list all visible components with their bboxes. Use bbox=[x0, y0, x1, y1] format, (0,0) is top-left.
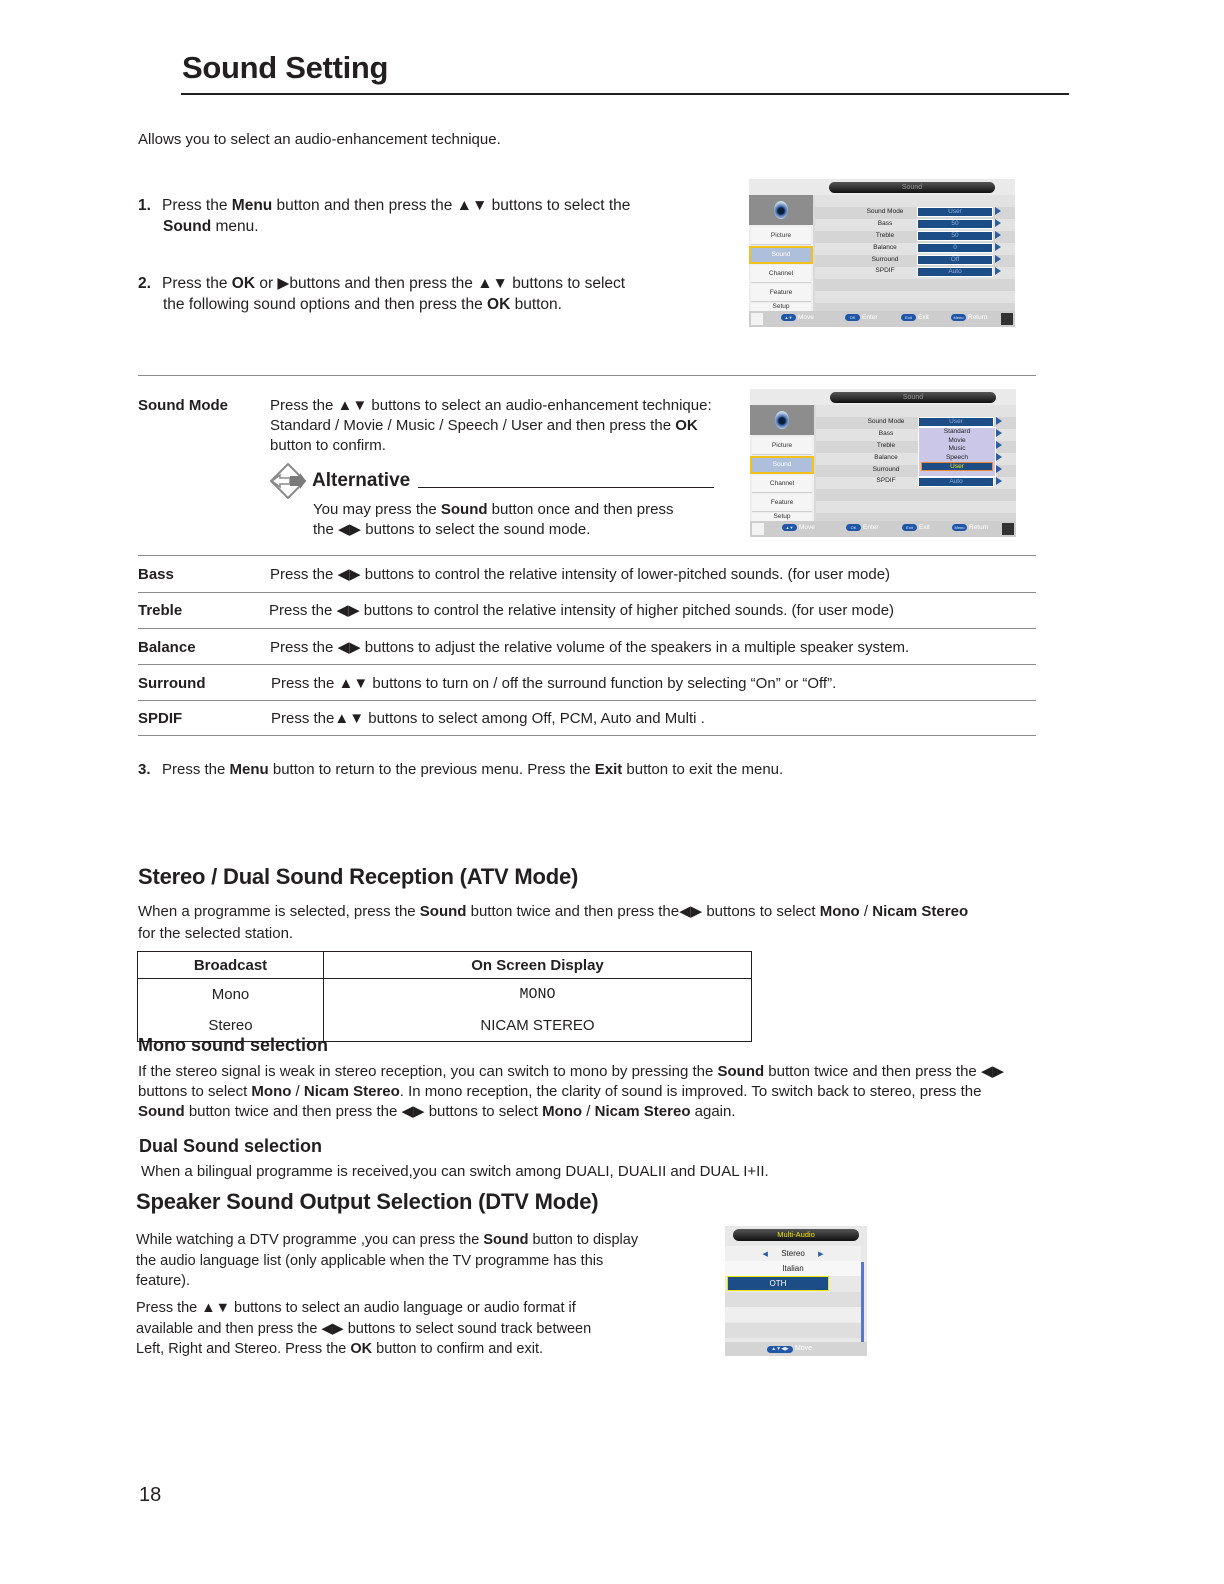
option-desc-surround: Press the ▲▼ buttons to turn on / off the surround function by selecting “On” or “Off”. bbox=[271, 675, 837, 692]
osd-title: Multi-Audio bbox=[733, 1229, 859, 1241]
step-2 bbox=[138, 273, 698, 315]
step-number: 3. bbox=[138, 761, 151, 778]
hint-return bbox=[952, 524, 989, 531]
ok-keyword: OK bbox=[487, 296, 511, 313]
option-desc-balance: Press the ◀▶ buttons to adjust the relative volume of the speakers in a multiple speaker system. bbox=[270, 639, 910, 656]
mono-keyword: Mono bbox=[819, 903, 860, 920]
table-cell: NICAM STEREO bbox=[324, 1010, 752, 1042]
text: Press the ▲▼ buttons to select an audio language or audio format if bbox=[136, 1300, 576, 1316]
stereo-paragraph bbox=[138, 902, 1038, 944]
arrow-right-icon bbox=[995, 267, 1001, 275]
text: the ◀▶ buttons to select the sound mode. bbox=[313, 521, 591, 538]
option-label-bass: Bass bbox=[138, 566, 174, 583]
osd-main bbox=[815, 195, 1015, 311]
hint-move bbox=[767, 1345, 812, 1353]
key-icon: OK bbox=[845, 314, 860, 321]
speaker-icon bbox=[775, 411, 789, 429]
text: / bbox=[582, 1103, 595, 1120]
menu-keyword: Menu bbox=[231, 197, 273, 214]
alternative-arrow-icon bbox=[268, 463, 308, 499]
alternative-rule bbox=[418, 487, 714, 488]
audio-track-selector[interactable] bbox=[725, 1246, 861, 1261]
osd-row-label: Balance bbox=[874, 454, 898, 461]
osd-sidebar-item-picture[interactable]: Picture bbox=[751, 227, 811, 245]
osd-row-label: SPDIF bbox=[876, 477, 896, 484]
divider bbox=[138, 664, 1036, 665]
osd-row-value[interactable]: User bbox=[918, 417, 994, 427]
mono-keyword: Mono bbox=[542, 1103, 583, 1120]
osd-row-label: SPDIF bbox=[875, 267, 895, 274]
nicam-keyword: Nicam Stereo bbox=[303, 1083, 400, 1100]
osd-row-label: Treble bbox=[875, 232, 895, 239]
arrow-right-icon bbox=[996, 477, 1002, 485]
osd-row-value[interactable]: 50 bbox=[917, 219, 993, 229]
divider bbox=[138, 592, 1036, 593]
alternative-title: Alternative bbox=[312, 470, 411, 491]
osd-corner bbox=[1002, 523, 1014, 535]
speaker-icon bbox=[774, 201, 788, 219]
osd-corner bbox=[1001, 313, 1013, 325]
osd-sidebar-item-setup[interactable]: Setup bbox=[752, 513, 812, 521]
text: / bbox=[859, 903, 873, 920]
hint-label: Exit bbox=[918, 314, 929, 322]
osd-row-label: Sound Mode bbox=[867, 418, 905, 425]
sound-keyword: Sound bbox=[138, 1103, 185, 1120]
empty-row bbox=[725, 1292, 861, 1307]
nicam-keyword: Nicam Stereo bbox=[594, 1103, 691, 1120]
text: / bbox=[291, 1083, 304, 1100]
osd-sidebar-item-setup[interactable]: Setup bbox=[751, 303, 811, 311]
mono-keyword: Mono bbox=[251, 1083, 292, 1100]
osd-sidebar-item-feature[interactable]: Feature bbox=[752, 494, 812, 512]
osd-row-label: Treble bbox=[876, 442, 896, 449]
text: for the selected station. bbox=[138, 925, 294, 942]
osd-row-label: Bass bbox=[878, 430, 894, 437]
key-icon: Menu bbox=[952, 524, 967, 531]
text: button once and then press bbox=[487, 501, 674, 518]
sound-keyword: Sound bbox=[717, 1063, 765, 1080]
osd-title: Sound bbox=[830, 392, 996, 403]
arrow-right-icon bbox=[996, 429, 1002, 437]
speaker-paragraph-2 bbox=[136, 1298, 716, 1360]
text: Standard / Movie / Music / Speech / User and then press the bbox=[270, 417, 676, 434]
arrow-right-icon bbox=[996, 441, 1002, 449]
text: button. bbox=[510, 296, 562, 313]
text: Press the bbox=[162, 275, 232, 292]
key-icon: ▲▼ bbox=[781, 314, 796, 321]
sound-keyword: Sound bbox=[483, 1232, 529, 1248]
text: the following sound options and then press the bbox=[163, 296, 488, 313]
divider bbox=[138, 628, 1036, 629]
table-header: On Screen Display bbox=[324, 952, 752, 979]
text: the audio language list (only applicable when the TV programme has this bbox=[136, 1252, 604, 1269]
text: You may press the bbox=[313, 501, 441, 518]
hint-enter bbox=[846, 524, 879, 531]
text: button to display bbox=[528, 1232, 639, 1248]
osd-title: Sound bbox=[829, 182, 995, 193]
text: Press the bbox=[162, 197, 232, 214]
osd-icon-box bbox=[749, 195, 813, 225]
key-icon: Menu bbox=[951, 314, 966, 321]
key-icon: Exit bbox=[901, 314, 916, 321]
ok-keyword: OK bbox=[675, 417, 698, 434]
arrow-right-icon bbox=[996, 453, 1002, 461]
arrow-right-icon bbox=[995, 255, 1001, 263]
osd-sidebar-item-picture[interactable]: Picture bbox=[752, 437, 812, 455]
table-cell: MONO bbox=[324, 979, 752, 1011]
nicam-keyword: Nicam Stereo bbox=[872, 903, 969, 920]
title-rule bbox=[181, 93, 1069, 95]
hint-move bbox=[782, 524, 815, 531]
osd-multi-audio bbox=[725, 1226, 867, 1356]
page-title: Sound Setting bbox=[182, 50, 389, 85]
text: Press the ▲▼ buttons to select an audio-enhancement technique: bbox=[270, 397, 712, 414]
hint-label: Move bbox=[794, 1345, 813, 1352]
text: When a programme is selected, press the bbox=[138, 903, 420, 920]
osd-row-value[interactable]: Auto bbox=[918, 477, 994, 487]
hint-label: Enter bbox=[862, 314, 878, 322]
option-label-balance: Balance bbox=[138, 639, 196, 656]
text: button twice and then press the ◀▶ buttons to select bbox=[184, 1103, 543, 1120]
step-3 bbox=[138, 759, 783, 780]
osd-sidebar-item-channel[interactable]: Channel bbox=[752, 475, 812, 493]
divider bbox=[138, 375, 1036, 376]
table-row bbox=[138, 979, 752, 1011]
hint-label: Move bbox=[799, 524, 815, 532]
osd-corner bbox=[752, 523, 764, 535]
text: available and then press the ◀▶ buttons to select sound track between bbox=[136, 1320, 592, 1337]
sound-mode-dropdown[interactable] bbox=[918, 427, 996, 477]
dropdown-option[interactable]: Speech bbox=[945, 453, 969, 461]
option-label-spdif: SPDIF bbox=[138, 710, 183, 727]
empty-row bbox=[725, 1307, 861, 1322]
stereo-heading: Stereo / Dual Sound Reception (ATV Mode) bbox=[138, 864, 579, 889]
page-number: 18 bbox=[139, 1484, 162, 1506]
hint-return bbox=[951, 314, 988, 321]
osd-row-label: Sound Mode bbox=[866, 208, 904, 215]
divider bbox=[138, 700, 1036, 701]
text: . In mono reception, the clarity of sound is improved. To switch back to stereo, press the bbox=[399, 1083, 982, 1100]
osd-row-label: Bass bbox=[877, 220, 893, 227]
osd-row-value[interactable]: User bbox=[917, 207, 993, 217]
option-desc-spdif: Press the▲▼ buttons to select among Off, PCM, Auto and Multi . bbox=[271, 710, 705, 727]
audio-language-item-selected[interactable]: OTH bbox=[727, 1276, 829, 1291]
osd-sidebar bbox=[750, 405, 814, 521]
text: again. bbox=[690, 1103, 736, 1120]
hint-label: Return bbox=[969, 524, 989, 532]
arrow-right-icon bbox=[995, 207, 1001, 215]
osd-sound-menu bbox=[749, 179, 1015, 327]
dual-paragraph: When a bilingual programme is received,you can switch among DUALI, DUALII and DUAL I+II. bbox=[141, 1163, 769, 1180]
mono-paragraph bbox=[138, 1062, 1068, 1122]
speaker-paragraph-1 bbox=[136, 1230, 716, 1292]
text: Press the bbox=[162, 761, 230, 778]
hint-label: Enter bbox=[863, 524, 879, 532]
dropdown-option-selected[interactable]: User bbox=[921, 462, 993, 471]
text: If the stereo signal is weak in stereo reception, you can switch to mono by pressing the bbox=[138, 1063, 718, 1080]
key-icon: OK bbox=[846, 524, 861, 531]
osd-sidebar bbox=[749, 195, 813, 311]
arrow-right-icon bbox=[996, 417, 1002, 425]
dropdown-option[interactable]: Music bbox=[948, 445, 966, 453]
scrollbar[interactable] bbox=[861, 1262, 864, 1342]
option-desc-treble: Press the ◀▶ buttons to control the relative intensity of higher pitched sounds. (for user mode) bbox=[269, 602, 895, 619]
mono-heading: Mono sound selection bbox=[138, 1035, 329, 1055]
menu-keyword: Menu bbox=[229, 761, 269, 778]
text: feature). bbox=[136, 1273, 190, 1289]
osd-row-value[interactable]: Auto bbox=[917, 267, 993, 277]
dropdown-option[interactable]: Movie bbox=[948, 436, 966, 444]
text: button to confirm and exit. bbox=[372, 1341, 544, 1357]
arrow-right-icon bbox=[995, 243, 1001, 251]
osd-row-value[interactable]: 0 bbox=[917, 243, 993, 253]
osd-row-label: Surround bbox=[872, 466, 900, 473]
osd-footer bbox=[749, 311, 1015, 327]
option-label-surround: Surround bbox=[138, 675, 206, 692]
osd-sidebar-item-channel[interactable]: Channel bbox=[751, 265, 811, 283]
text: buttons to select bbox=[138, 1083, 252, 1100]
sound-keyword: Sound bbox=[163, 218, 212, 235]
divider bbox=[138, 735, 1036, 736]
osd-sound-mode-menu bbox=[750, 389, 1016, 537]
ok-keyword: OK bbox=[231, 275, 256, 292]
dropdown-option[interactable]: Standard bbox=[943, 428, 971, 435]
key-icon: ▲▼◀▶ bbox=[767, 1346, 793, 1353]
text: While watching a DTV programme ,you can press the bbox=[136, 1232, 484, 1248]
divider bbox=[138, 555, 1036, 556]
arrow-right-icon bbox=[995, 231, 1001, 239]
sound-keyword: Sound bbox=[419, 903, 467, 920]
hint-exit bbox=[901, 314, 929, 321]
hint-move bbox=[781, 314, 814, 321]
audio-language-item[interactable]: Italian bbox=[725, 1261, 861, 1276]
empty-row bbox=[725, 1323, 861, 1338]
speaker-heading: Speaker Sound Output Selection (DTV Mode) bbox=[136, 1189, 599, 1214]
osd-footer bbox=[725, 1342, 867, 1356]
osd-icon-box bbox=[750, 405, 814, 435]
text: button twice and then press the◀▶ buttons to select bbox=[466, 903, 820, 920]
osd-sidebar-item-sound[interactable]: Sound bbox=[749, 246, 813, 264]
text: button to confirm. bbox=[270, 437, 386, 454]
sound-keyword: Sound bbox=[440, 501, 488, 518]
option-label-sound-mode: Sound Mode bbox=[138, 397, 228, 414]
osd-sidebar-item-feature[interactable]: Feature bbox=[751, 284, 811, 302]
osd-corner bbox=[751, 313, 763, 325]
key-icon: Exit bbox=[902, 524, 917, 531]
intro-text: Allows you to select an audio-enhancement technique. bbox=[138, 131, 501, 148]
text: button twice and then press the ◀▶ bbox=[764, 1063, 1005, 1080]
table-header-row bbox=[138, 952, 752, 979]
osd-row-label: Surround bbox=[871, 256, 899, 263]
broadcast-table bbox=[137, 951, 752, 1042]
dual-heading: Dual Sound selection bbox=[139, 1136, 323, 1156]
text: button to exit the menu. bbox=[622, 761, 784, 778]
option-desc-bass: Press the ◀▶ buttons to control the relative intensity of lower-pitched sounds. (for user mode) bbox=[270, 566, 891, 583]
table-cell: Stereo bbox=[138, 1010, 324, 1042]
hint-enter bbox=[845, 314, 878, 321]
osd-footer bbox=[750, 521, 1016, 537]
hint-label: Return bbox=[968, 314, 988, 322]
step-number: 2. bbox=[138, 275, 151, 292]
arrow-right-icon bbox=[996, 465, 1002, 473]
table-cell: Mono bbox=[138, 979, 324, 1011]
exit-keyword: Exit bbox=[594, 761, 623, 778]
audio-track-value: Stereo bbox=[781, 1249, 805, 1258]
alternative-text bbox=[313, 500, 733, 540]
option-desc-sound-mode bbox=[270, 396, 740, 456]
text: Left, Right and Stereo. Press the bbox=[136, 1341, 351, 1357]
key-icon: ▲▼ bbox=[782, 524, 797, 531]
hint-exit bbox=[902, 524, 930, 531]
text: menu. bbox=[211, 218, 259, 235]
step-number: 1. bbox=[138, 197, 151, 214]
arrow-right-icon bbox=[995, 219, 1001, 227]
osd-row-value[interactable]: Off bbox=[917, 255, 993, 265]
osd-row-value[interactable]: 50 bbox=[917, 231, 993, 241]
text: or ▶buttons and then press the ▲▼ buttons to select bbox=[255, 275, 626, 292]
table-header: Broadcast bbox=[138, 952, 324, 979]
option-label-treble: Treble bbox=[138, 602, 183, 619]
arrow-left-icon[interactable]: ◀ bbox=[762, 1251, 768, 1258]
hint-label: Move bbox=[798, 314, 814, 322]
osd-row-label: Balance bbox=[873, 244, 897, 251]
text: button and then press the ▲▼ buttons to select the bbox=[272, 197, 631, 214]
osd-sidebar-item-sound[interactable]: Sound bbox=[750, 456, 814, 474]
text: button to return to the previous menu. Press the bbox=[268, 761, 595, 778]
ok-keyword: OK bbox=[350, 1341, 373, 1357]
hint-label: Exit bbox=[919, 524, 930, 532]
step-1 bbox=[138, 195, 698, 237]
arrow-right-icon[interactable]: ▶ bbox=[818, 1251, 824, 1258]
